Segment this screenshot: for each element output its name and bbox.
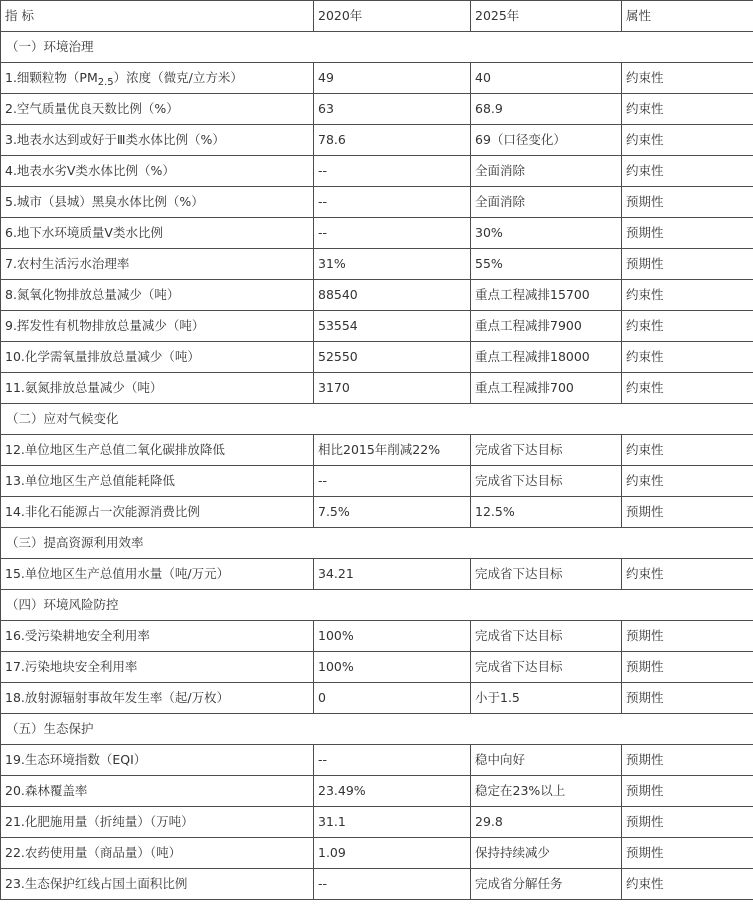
attribute: 约束性 bbox=[622, 559, 753, 590]
table-row bbox=[1, 249, 753, 280]
indicator-name: 15.单位地区生产总值用水量（吨/万元） bbox=[1, 559, 314, 590]
indicator-name: 14.非化石能源占一次能源消费比例 bbox=[1, 497, 314, 528]
table-row bbox=[1, 125, 753, 156]
value-2020: 相比2015年削减22% bbox=[314, 435, 471, 466]
table-row bbox=[1, 156, 753, 187]
header-2020: 2020年 bbox=[314, 1, 471, 32]
value-2025: 稳中向好 bbox=[471, 745, 622, 776]
value-2025: 重点工程减排18000 bbox=[471, 342, 622, 373]
table-row bbox=[1, 94, 753, 125]
attribute: 约束性 bbox=[622, 311, 753, 342]
indicator-name: 12.单位地区生产总值二氧化碳排放降低 bbox=[1, 435, 314, 466]
value-2020: -- bbox=[314, 745, 471, 776]
value-2025: 完成省下达目标 bbox=[471, 652, 622, 683]
value-2025: 完成省分解任务 bbox=[471, 869, 622, 900]
section-row bbox=[1, 32, 753, 63]
indicator-name: 3.地表水达到或好于Ⅲ类水体比例（%） bbox=[1, 125, 314, 156]
value-2020: -- bbox=[314, 869, 471, 900]
indicator-name: 6.地下水环境质量V类水比例 bbox=[1, 218, 314, 249]
table-row bbox=[1, 652, 753, 683]
indicator-name: 10.化学需氧量排放总量减少（吨） bbox=[1, 342, 314, 373]
table-row bbox=[1, 63, 753, 94]
attribute: 约束性 bbox=[622, 466, 753, 497]
section-row bbox=[1, 590, 753, 621]
value-2020: -- bbox=[314, 218, 471, 249]
table-row bbox=[1, 497, 753, 528]
indicator-name: 19.生态环境指数（EQI） bbox=[1, 745, 314, 776]
indicator-name: 9.挥发性有机物排放总量减少（吨） bbox=[1, 311, 314, 342]
table-row bbox=[1, 807, 753, 838]
section-title: （二）应对气候变化 bbox=[1, 404, 753, 435]
section-row bbox=[1, 404, 753, 435]
indicator-name: 8.氮氧化物排放总量减少（吨） bbox=[1, 280, 314, 311]
value-2020: 52550 bbox=[314, 342, 471, 373]
table-row bbox=[1, 435, 753, 466]
attribute: 预期性 bbox=[622, 187, 753, 218]
value-2025: 全面消除 bbox=[471, 156, 622, 187]
value-2025: 保持持续减少 bbox=[471, 838, 622, 869]
indicator-name-part: 1.细颗粒物（PM bbox=[5, 70, 98, 85]
table-row bbox=[1, 373, 753, 404]
indicator-name: 22.农药使用量（商品量）（吨） bbox=[1, 838, 314, 869]
section-row bbox=[1, 528, 753, 559]
value-2025: 完成省下达目标 bbox=[471, 559, 622, 590]
value-2025: 全面消除 bbox=[471, 187, 622, 218]
indicator-name: 16.受污染耕地安全利用率 bbox=[1, 621, 314, 652]
value-2025: 69（口径变化） bbox=[471, 125, 622, 156]
section-title: （四）环境风险防控 bbox=[1, 590, 753, 621]
value-2025: 重点工程减排15700 bbox=[471, 280, 622, 311]
indicator-name: 18.放射源辐射事故年发生率（起/万枚） bbox=[1, 683, 314, 714]
table-row bbox=[1, 745, 753, 776]
attribute: 预期性 bbox=[622, 621, 753, 652]
value-2025: 55% bbox=[471, 249, 622, 280]
value-2025: 重点工程减排7900 bbox=[471, 311, 622, 342]
header-2025: 2025年 bbox=[471, 1, 622, 32]
value-2020: 31% bbox=[314, 249, 471, 280]
value-2025: 完成省下达目标 bbox=[471, 621, 622, 652]
value-2025: 小于1.5 bbox=[471, 683, 622, 714]
attribute: 约束性 bbox=[622, 373, 753, 404]
value-2025: 30% bbox=[471, 218, 622, 249]
attribute: 预期性 bbox=[622, 745, 753, 776]
header-indicator: 指 标 bbox=[1, 1, 314, 32]
attribute: 约束性 bbox=[622, 342, 753, 373]
value-2020: -- bbox=[314, 187, 471, 218]
attribute: 约束性 bbox=[622, 280, 753, 311]
indicator-name: 21.化肥施用量（折纯量）（万吨） bbox=[1, 807, 314, 838]
attribute: 预期性 bbox=[622, 652, 753, 683]
table-row bbox=[1, 218, 753, 249]
indicator-name: 7.农村生活污水治理率 bbox=[1, 249, 314, 280]
attribute: 预期性 bbox=[622, 776, 753, 807]
value-2025: 完成省下达目标 bbox=[471, 466, 622, 497]
value-2020: 78.6 bbox=[314, 125, 471, 156]
table-row bbox=[1, 621, 753, 652]
attribute: 预期性 bbox=[622, 683, 753, 714]
value-2025: 68.9 bbox=[471, 94, 622, 125]
value-2025: 重点工程减排700 bbox=[471, 373, 622, 404]
value-2020: 1.09 bbox=[314, 838, 471, 869]
value-2025: 稳定在23%以上 bbox=[471, 776, 622, 807]
section-title: （五）生态保护 bbox=[1, 714, 753, 745]
indicator-name: 23.生态保护红线占国土面积比例 bbox=[1, 869, 314, 900]
indicator-name: 4.地表水劣V类水体比例（%） bbox=[1, 156, 314, 187]
table-row bbox=[1, 187, 753, 218]
attribute: 约束性 bbox=[622, 94, 753, 125]
table-row bbox=[1, 342, 753, 373]
value-2025: 29.8 bbox=[471, 807, 622, 838]
indicator-name-subscript: 2.5 bbox=[97, 77, 114, 88]
value-2020: 53554 bbox=[314, 311, 471, 342]
header-attribute: 属性 bbox=[622, 1, 753, 32]
attribute: 约束性 bbox=[622, 869, 753, 900]
value-2020: 0 bbox=[314, 683, 471, 714]
value-2020: -- bbox=[314, 466, 471, 497]
value-2020: 34.21 bbox=[314, 559, 471, 590]
value-2025: 12.5% bbox=[471, 497, 622, 528]
section-row bbox=[1, 714, 753, 745]
indicator-name: 20.森林覆盖率 bbox=[1, 776, 314, 807]
table-row bbox=[1, 776, 753, 807]
table-row bbox=[1, 280, 753, 311]
indicator-name: 5.城市（县城）黑臭水体比例（%） bbox=[1, 187, 314, 218]
value-2020: 31.1 bbox=[314, 807, 471, 838]
table-row bbox=[1, 869, 753, 900]
value-2020: -- bbox=[314, 156, 471, 187]
value-2020: 49 bbox=[314, 63, 471, 94]
attribute: 预期性 bbox=[622, 218, 753, 249]
value-2020: 7.5% bbox=[314, 497, 471, 528]
value-2020: 100% bbox=[314, 621, 471, 652]
table-row bbox=[1, 683, 753, 714]
attribute: 预期性 bbox=[622, 497, 753, 528]
value-2020: 100% bbox=[314, 652, 471, 683]
attribute: 预期性 bbox=[622, 807, 753, 838]
indicator-name: 13.单位地区生产总值能耗降低 bbox=[1, 466, 314, 497]
attribute: 约束性 bbox=[622, 63, 753, 94]
table-row bbox=[1, 559, 753, 590]
indicator-name-part: ）浓度（微克/立方米） bbox=[113, 70, 243, 85]
table-row bbox=[1, 838, 753, 869]
value-2025: 完成省下达目标 bbox=[471, 435, 622, 466]
header-row bbox=[1, 1, 753, 32]
table-body bbox=[1, 1, 753, 900]
attribute: 预期性 bbox=[622, 838, 753, 869]
table-row bbox=[1, 466, 753, 497]
value-2020: 3170 bbox=[314, 373, 471, 404]
attribute: 约束性 bbox=[622, 125, 753, 156]
table-row bbox=[1, 311, 753, 342]
value-2020: 23.49% bbox=[314, 776, 471, 807]
attribute: 约束性 bbox=[622, 435, 753, 466]
attribute: 预期性 bbox=[622, 249, 753, 280]
section-title: （一）环境治理 bbox=[1, 32, 753, 63]
indicator-name: 17.污染地块安全利用率 bbox=[1, 652, 314, 683]
section-title: （三）提高资源利用效率 bbox=[1, 528, 753, 559]
value-2020: 88540 bbox=[314, 280, 471, 311]
attribute: 约束性 bbox=[622, 156, 753, 187]
value-2020: 63 bbox=[314, 94, 471, 125]
value-2025: 40 bbox=[471, 63, 622, 94]
indicator-name: 2.空气质量优良天数比例（%） bbox=[1, 94, 314, 125]
indicator-name: 11.氨氮排放总量减少（吨） bbox=[1, 373, 314, 404]
indicator-name bbox=[1, 63, 314, 94]
